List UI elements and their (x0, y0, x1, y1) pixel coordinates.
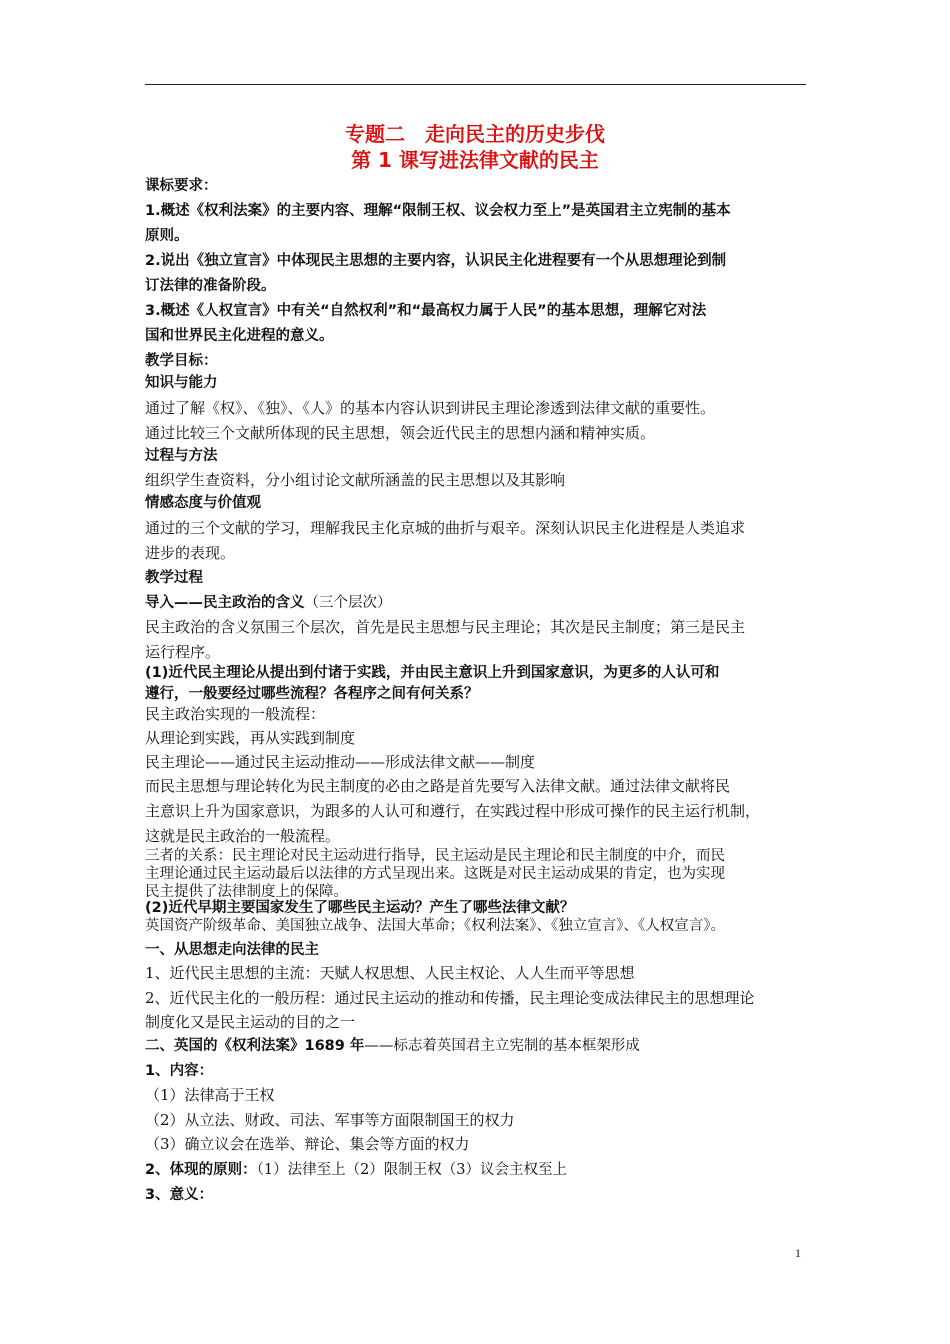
text-line-content: 民主政治实现的一般流程： (145, 705, 326, 723)
text-line (145, 593, 392, 613)
text-line-content: （2）从立法、财政、司法、军事等方面限制国王的权力 (145, 1111, 515, 1129)
text-line-content: 组织学生查资料，分小组讨论文献所涵盖的民主思想以及其影响 (145, 471, 566, 489)
text-line-tail: （1）法律至上（2）限制王权（3）议会主权至上 (256, 1162, 568, 1178)
text-line-content: 主理论通过民主运动最后以法律的方式呈现出来。这既是对民主运动成果的肯定，也为实现 (145, 866, 725, 882)
text-line-content: 二、英国的《权利法案》1689 年 (145, 1038, 365, 1054)
text-line (145, 1134, 470, 1154)
text-line (145, 568, 203, 588)
text-line-content: 3、意义： (145, 1187, 214, 1203)
text-line-content: 通过了解《权》、《独》、《人》的基本内容认识到讲民主理论渗透到法律文献的重要性。 (145, 399, 716, 417)
page-number: 1 (795, 1246, 801, 1260)
text-line (145, 1012, 355, 1032)
text-line (145, 326, 334, 346)
text-line (145, 848, 725, 864)
text-line-content: 进步的表现。 (145, 544, 236, 562)
text-line-content: (2)近代早期主要国家发生了哪些民主运动？产生了哪些法律文献？ (145, 900, 575, 916)
text-line (145, 543, 235, 563)
text-line-content: (1)近代民主理论从提出到付诸于实践，并由民主意识上升到国家意识，为更多的人认可和 (145, 665, 720, 681)
text-line (145, 446, 218, 466)
text-line (145, 176, 218, 196)
text-line-content: 民主理论——通过民主运动推动——形成法律文献——制度 (145, 753, 536, 771)
text-line (145, 351, 218, 371)
text-line-tail: ——标志着英国君主立宪制的基本框架形成 (364, 1038, 640, 1054)
text-line (145, 728, 355, 748)
text-line-content: 通过的三个文献的学习，理解我民主化京城的曲折与艰辛。深刻认识民主化进程是人类追求 (145, 519, 746, 537)
text-line (145, 663, 719, 683)
text-line-content: 原则。 (145, 228, 189, 244)
lesson-title: 第 1 课写进法律文献的民主 (351, 148, 599, 172)
text-line (145, 752, 535, 772)
text-line (145, 1110, 515, 1130)
text-line-content: 1、内容： (145, 1063, 214, 1079)
text-line-content: 2、体现的原则： (145, 1162, 257, 1178)
text-line-content: 民主政治的含义氛围三个层次，首先是民主思想与民主理论；其次是民主制度；第三是民主 (145, 618, 746, 636)
text-line (145, 1185, 213, 1205)
text-line (145, 251, 726, 271)
text-line-content: 2、近代民主化的一般历程：通过民主运动的推动和传播，民主理论变成法律民主的思想理论 (145, 989, 755, 1007)
text-line (145, 1160, 567, 1180)
text-line (145, 918, 725, 934)
text-line-content: 过程与方法 (145, 448, 218, 464)
text-line-content: 而民主思想与理论转化为民主制度的必由之路是首先要写入法律文献。通过法律文献将民 (145, 777, 731, 795)
text-line (145, 884, 348, 900)
text-line-content: 制度化又是民主运动的目的之一 (145, 1013, 356, 1031)
text-line (145, 373, 218, 393)
text-line-content: 从理论到实践，再从实践到制度 (145, 729, 356, 747)
text-line (145, 1061, 213, 1081)
text-line-content: 订法律的准备阶段。 (145, 278, 276, 294)
text-line (145, 704, 325, 724)
text-line (145, 617, 745, 637)
text-line (145, 226, 189, 246)
text-line-content: 1、近代民主思想的主流：天赋人权思想、人民主权论、人人生而平等思想 (145, 964, 635, 982)
text-line-content: （3）确立议会在选举、辩论、集会等方面的权力 (145, 1135, 470, 1153)
text-line-content: 3.概述《人权宣言》中有关“自然权利”和“最高权力属于人民”的基本思想，理解它对法 (145, 303, 707, 319)
text-line (145, 940, 319, 960)
text-line-content: （1）法律高于王权 (145, 1086, 275, 1104)
text-line-content: 英国资产阶级革命、美国独立战争、法国大革命；《权利法案》、《独立宣言》、《人权宣言》。 (145, 918, 725, 934)
text-line (145, 684, 479, 704)
text-line (145, 1085, 275, 1105)
text-line-content: 教学过程 (145, 570, 203, 586)
text-line-content: 国和世界民主化进程的意义。 (145, 328, 334, 344)
text-line-content: 三者的关系：民主理论对民主运动进行指导，民主运动是民主理论和民主制度的中介，而民 (145, 848, 725, 864)
text-line-content: 知识与能力 (145, 375, 218, 391)
text-line (145, 493, 261, 513)
text-line-content: 一、从思想走向法律的民主 (145, 942, 319, 958)
text-line (145, 900, 574, 916)
text-line-content: 通过比较三个文献所体现的民主思想，领会近代民主的思想内涵和精神实质。 (145, 424, 656, 442)
text-line (145, 423, 655, 443)
text-line (145, 470, 565, 490)
text-line-content: 主意识上升为国家意识，为跟多的人认可和遵行，在实践过程中形成可操作的民主运行机制， (145, 802, 761, 820)
text-line (145, 988, 755, 1008)
text-line (145, 518, 745, 538)
text-line-content: 民主提供了法律制度上的保障。 (145, 884, 348, 900)
text-line-content: 运行程序。 (145, 643, 221, 661)
text-line (145, 776, 730, 796)
text-line-content: 教学目标： (145, 353, 218, 369)
text-line (145, 398, 715, 418)
text-line (145, 866, 725, 882)
header-rule (145, 84, 806, 85)
text-line (145, 1036, 640, 1056)
text-line (145, 642, 220, 662)
text-line-content: 2.说出《独立宣言》中体现民主思想的主要内容，认识民主化进程要有一个从思想理论到制 (145, 253, 727, 269)
text-line (145, 201, 731, 221)
text-line (145, 801, 760, 821)
text-line (145, 826, 340, 846)
text-line-tail: （三个层次） (304, 595, 392, 611)
text-line (145, 963, 635, 983)
text-line-content: 1.概述《权利法案》的主要内容、理解“限制王权、议会权力至上”是英国君主立宪制的基本 (145, 203, 731, 219)
text-line-content: 遵行，一般要经过哪些流程？各程序之间有何关系？ (145, 686, 479, 702)
text-line-content: 课标要求： (145, 178, 218, 194)
text-line-content: 导入——民主政治的含义 (145, 595, 305, 611)
text-line (145, 276, 276, 296)
text-line-content: 情感态度与价值观 (145, 495, 261, 511)
section-title: 专题二 走向民主的历史步伐 (345, 122, 605, 146)
text-line-content: 这就是民主政治的一般流程。 (145, 827, 341, 845)
text-line (145, 301, 706, 321)
